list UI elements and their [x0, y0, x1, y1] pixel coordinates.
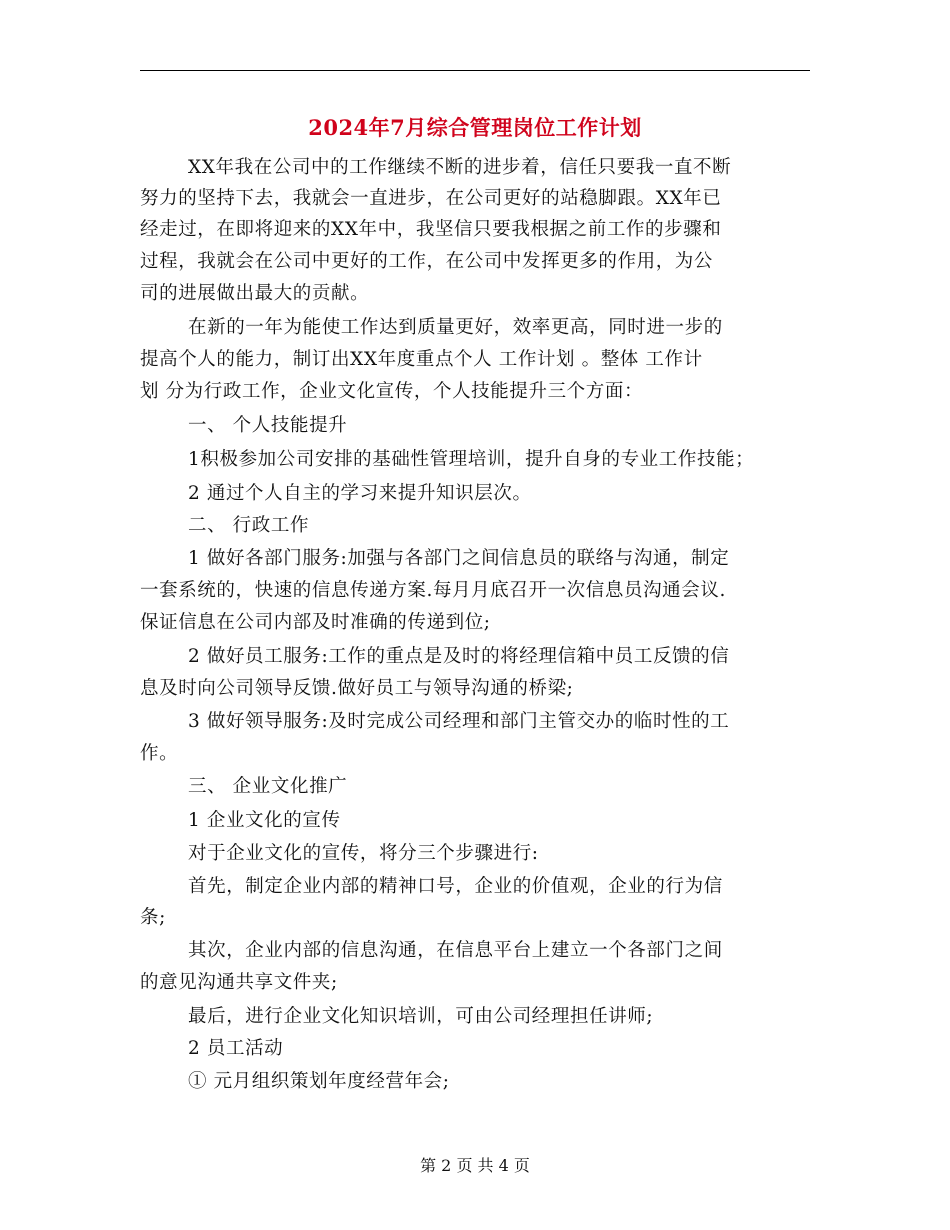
- paragraph-line: 过程，我就会在公司中更好的工作，在公司中发挥更多的作用，为公: [140, 251, 714, 272]
- list-item: 2 做好员工服务:工作的重点是及时的将经理信箱中员工反馈的信: [188, 646, 730, 667]
- paragraph-line: 提高个人的能力，制订出XX年度重点个人 工作计划 。整体 工作计: [140, 349, 703, 370]
- page-number-footer: 第 2 页 共 4 页: [420, 1156, 530, 1175]
- paragraph-line: 划 分为行政工作，企业文化宣传，个人技能提升三个方面：: [140, 381, 644, 402]
- header-rule: [140, 70, 810, 71]
- list-item: 1 做好各部门服务:加强与各部门之间信息员的联络与沟通，制定: [188, 548, 730, 569]
- section-heading: 三、 企业文化推广: [188, 776, 348, 797]
- list-item: 2 员工活动: [188, 1038, 284, 1059]
- list-item: ① 元月组织策划年度经营年会;: [188, 1071, 450, 1092]
- paragraph-line: 一套系统的，快速的信息传递方案.每月月底召开一次信息员沟通会议.: [140, 580, 726, 601]
- section-heading: 二、 行政工作: [188, 515, 310, 536]
- list-item: 1 企业文化的宣传: [188, 810, 341, 831]
- paragraph-line: 对于企业文化的宣传，将分三个步骤进行:: [188, 843, 539, 864]
- list-item: 1积极参加公司安排的基础性管理培训，提升自身的专业工作技能；: [188, 449, 755, 470]
- paragraph-line: 司的进展做出最大的贡献。: [140, 283, 370, 304]
- paragraph-line: 经走过，在即将迎来的XX年中，我坚信只要我根据之前工作的步骤和: [140, 219, 722, 240]
- list-item: 2 通过个人自主的学习来提升知识层次。: [188, 483, 532, 504]
- list-item: 3 做好领导服务:及时完成公司经理和部门主管交办的临时性的工: [188, 711, 730, 732]
- paragraph-line: 首先，制定企业内部的精神口号，企业的价值观，企业的行为信: [188, 876, 723, 897]
- document-title: 2024年7月综合管理岗位工作计划: [308, 115, 642, 140]
- section-heading: 一、 个人技能提升: [188, 415, 348, 436]
- paragraph-line: 最后，进行企业文化知识培训，可由公司经理担任讲师;: [188, 1006, 654, 1027]
- paragraph-line: 保证信息在公司内部及时准确的传递到位;: [140, 612, 491, 633]
- paragraph-line: 息及时向公司领导反馈.做好员工与领导沟通的桥梁;: [140, 678, 574, 699]
- paragraph-line: XX年我在公司中的工作继续不断的进步着，信任只要我一直不断: [188, 157, 732, 178]
- paragraph-line: 作。: [140, 743, 179, 764]
- paragraph-line: 的意见沟通共享文件夹;: [140, 972, 338, 993]
- paragraph-line: 努力的坚持下去，我就会一直进步，在公司更好的站稳脚跟。XX年已: [140, 188, 722, 209]
- paragraph-line: 其次，企业内部的信息沟通，在信息平台上建立一个各部门之间: [188, 940, 723, 961]
- paragraph-line: 在新的一年为能使工作达到质量更好，效率更高，同时进一步的: [188, 317, 723, 338]
- paragraph-line: 条;: [140, 907, 166, 928]
